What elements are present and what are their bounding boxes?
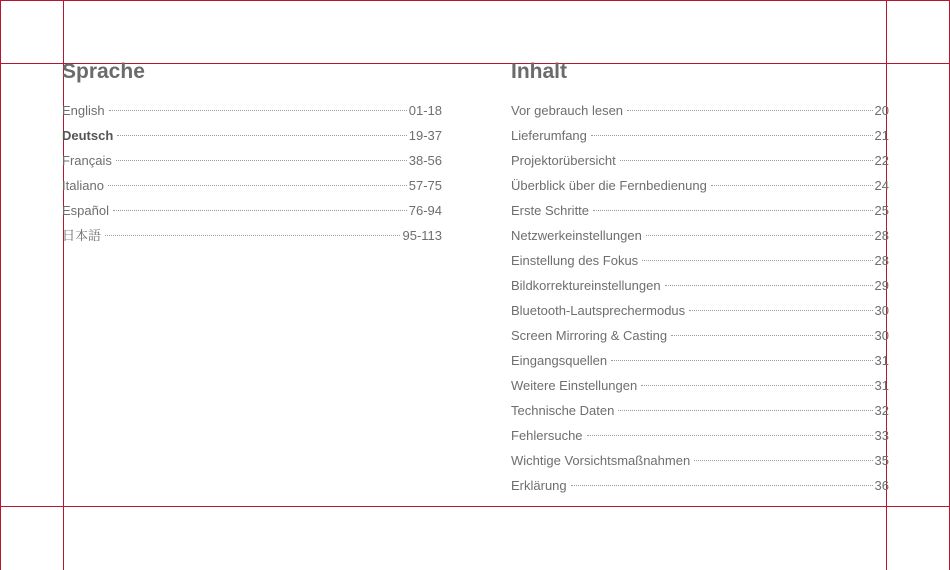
toc-page-number: 28 [874, 228, 889, 243]
toc-label: Italiano [62, 178, 104, 193]
toc-label: Screen Mirroring & Casting [511, 328, 668, 343]
contents-row[interactable] [511, 448, 889, 473]
toc-page-number: 95-113 [402, 228, 442, 243]
toc-label: Wichtige Vorsichtsmaßnahmen [511, 453, 691, 468]
dot-leader [689, 310, 872, 311]
contents-row[interactable] [511, 273, 889, 298]
language-row[interactable] [62, 198, 442, 223]
toc-page-number: 30 [874, 328, 889, 343]
toc-page-number: 57-75 [408, 178, 442, 193]
toc-page-number: 21 [874, 128, 889, 143]
toc-label: Fehlersuche [511, 428, 583, 443]
guide-line-footer [0, 506, 950, 507]
dot-leader [587, 435, 873, 436]
toc-page-number: 22 [874, 153, 889, 168]
language-row[interactable] [62, 223, 442, 248]
guide-line-left-edge [0, 0, 1, 570]
contents-row[interactable] [511, 198, 889, 223]
dot-leader [113, 210, 407, 211]
dot-leader [671, 335, 872, 336]
dot-leader [711, 185, 873, 186]
toc-label: Überblick über die Fernbedienung [511, 178, 707, 193]
toc-label: Weitere Einstellungen [511, 378, 638, 393]
toc-label: Français [62, 153, 112, 168]
dot-leader [116, 160, 407, 161]
language-row[interactable] [62, 123, 442, 148]
dot-leader [665, 285, 873, 286]
dot-leader [694, 460, 872, 461]
dot-leader [108, 185, 407, 186]
toc-page-number: 20 [874, 103, 889, 118]
dot-leader [571, 485, 873, 486]
toc-page-number: 19-37 [408, 128, 442, 143]
dot-leader [642, 260, 872, 261]
toc-label: Lieferumfang [511, 128, 587, 143]
toc-label: Bluetooth-Lautsprechermodus [511, 303, 686, 318]
toc-label: 日本語 [62, 228, 102, 243]
toc-page-number: 28 [874, 253, 889, 268]
toc-label: Projektorübersicht [511, 153, 616, 168]
dot-leader [620, 160, 873, 161]
toc-page-number: 25 [874, 203, 889, 218]
language-row[interactable] [62, 173, 442, 198]
inhalt-heading: Inhalt [511, 60, 567, 83]
language-row[interactable] [62, 98, 442, 123]
guide-line-top [0, 0, 950, 1]
contents-row[interactable] [511, 123, 889, 148]
contents-row[interactable] [511, 98, 889, 123]
dot-leader [117, 135, 406, 136]
dot-leader [109, 110, 407, 111]
dot-leader [627, 110, 873, 111]
contents-row[interactable] [511, 398, 889, 423]
contents-row[interactable] [511, 223, 889, 248]
sprache-heading: Sprache [62, 60, 145, 83]
toc-page-number: 30 [874, 303, 889, 318]
toc-page-number: 31 [874, 353, 889, 368]
contents-row[interactable] [511, 473, 889, 498]
toc-page-number: 01-18 [408, 103, 442, 118]
toc-label: Netzwerkeinstellungen [511, 228, 642, 243]
contents-row[interactable] [511, 373, 889, 398]
toc-page-number: 36 [874, 478, 889, 493]
toc-label: Erste Schritte [511, 203, 590, 218]
contents-row[interactable] [511, 148, 889, 173]
dot-leader [646, 235, 873, 236]
toc-page-number: 35 [874, 453, 889, 468]
contents-row[interactable] [511, 423, 889, 448]
contents-row[interactable] [511, 348, 889, 373]
contents-row[interactable] [511, 173, 889, 198]
dot-leader [591, 135, 873, 136]
toc-label: Vor gebrauch lesen [511, 103, 624, 118]
contents-row[interactable] [511, 298, 889, 323]
contents-row[interactable] [511, 323, 889, 348]
dot-leader [618, 410, 872, 411]
dot-leader [593, 210, 873, 211]
dot-leader [105, 235, 400, 236]
toc-label: Erklärung [511, 478, 567, 493]
dot-leader [611, 360, 872, 361]
dot-leader [641, 385, 872, 386]
toc-page-number: 33 [874, 428, 889, 443]
toc-label: Technische Daten [511, 403, 615, 418]
toc-page-number: 24 [874, 178, 889, 193]
contents-list [511, 98, 889, 498]
toc-label: English [62, 103, 105, 118]
contents-row[interactable] [511, 248, 889, 273]
toc-label: Español [62, 203, 109, 218]
toc-page-number: 29 [874, 278, 889, 293]
toc-label: Einstellung des Fokus [511, 253, 639, 268]
toc-page-number: 38-56 [408, 153, 442, 168]
language-list [62, 98, 442, 248]
toc-label: Deutsch [62, 128, 114, 143]
toc-label: Bildkorrektureinstellungen [511, 278, 661, 293]
language-row[interactable] [62, 148, 442, 173]
toc-page-number: 76-94 [408, 203, 442, 218]
toc-label: Eingangsquellen [511, 353, 608, 368]
toc-page-number: 32 [874, 403, 889, 418]
toc-page-number: 31 [874, 378, 889, 393]
